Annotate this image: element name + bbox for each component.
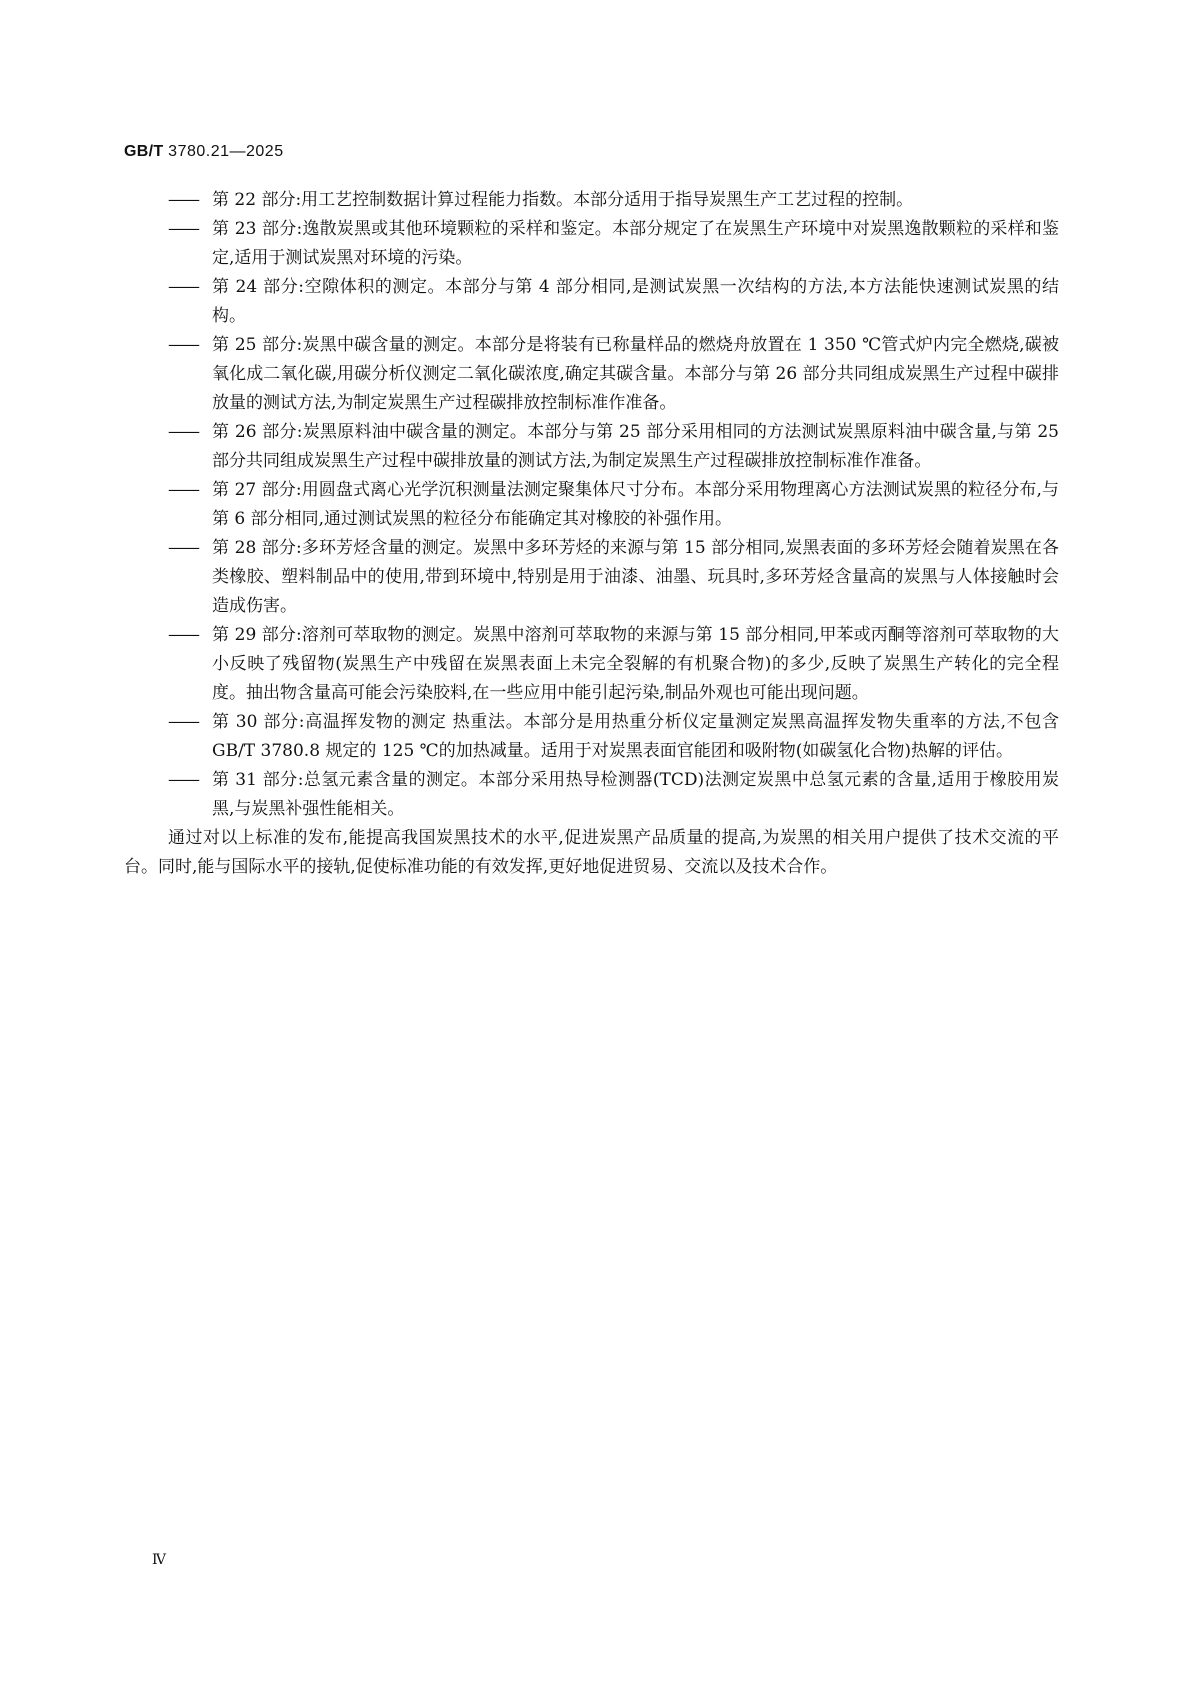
list-item-text: 第 26 部分:炭黑原料油中碳含量的测定。本部分与第 25 部分采用相同的方法测试炭黑原料油中碳含量,与第 25 部分共同组成炭黑生产过程中碳排放量的测试方法,为制定炭黑生产过程碳排放控制标准作准备。	[212, 422, 1059, 471]
list-dash: ——	[168, 422, 198, 442]
page-number: Ⅳ	[152, 1552, 166, 1568]
standard-code-header	[124, 143, 284, 161]
list-dash: ——	[168, 538, 198, 558]
list-item-text: 第 29 部分:溶剂可萃取物的测定。炭黑中溶剂可萃取物的来源与第 15 部分相同,甲苯或丙酮等溶剂可萃取物的大小反映了残留物(炭黑生产中残留在炭黑表面上未完全裂解的有机聚合物)的多少,反映了炭黑生产转化的完全程度。抽出物含量高可能会污染胶料,在一些应用中能引起污染,制品外观也可能出现问题。	[212, 625, 1059, 703]
list-item-text: 第 30 部分:高温挥发物的测定 热重法。本部分是用热重分析仪定量测定炭黑高温挥发物失重率的方法,不包含 GB/T 3780.8 规定的 125 ℃的加热减量。适用于对炭黑表面官能团和吸附物(如碳氢化合物)热解的评估。	[212, 712, 1059, 761]
list-item	[124, 534, 1059, 621]
list-item-text: 第 28 部分:多环芳烃含量的测定。炭黑中多环芳烃的来源与第 15 部分相同,炭黑表面的多环芳烃会随着炭黑在各类橡胶、塑料制品中的使用,带到环境中,特别是用于油漆、油墨、玩具时,多环芳烃含量高的炭黑与人体接触时会造成伤害。	[212, 538, 1059, 616]
list-item	[124, 476, 1059, 534]
closing-paragraph: 通过对以上标准的发布,能提高我国炭黑技术的水平,促进炭黑产品质量的提高,为炭黑的相关用户提供了技术交流的平台。同时,能与国际水平的接轨,促使标准功能的有效发挥,更好地促进贸易、交流以及技术合作。	[124, 828, 1059, 877]
list-dash: ——	[168, 712, 198, 732]
standard-number: 3780.21—2025	[168, 143, 284, 160]
list-dash: ——	[168, 770, 198, 790]
list-item-text: 第 24 部分:空隙体积的测定。本部分与第 4 部分相同,是测试炭黑一次结构的方法,本方法能快速测试炭黑的结构。	[212, 277, 1059, 326]
list-item	[124, 186, 1059, 215]
body-content	[124, 186, 1059, 882]
standard-prefix: GB/T	[124, 143, 164, 160]
list-item-text: 第 23 部分:逸散炭黑或其他环境颗粒的采样和鉴定。本部分规定了在炭黑生产环境中对炭黑逸散颗粒的采样和鉴定,适用于测试炭黑对环境的污染。	[212, 219, 1059, 268]
list-item	[124, 215, 1059, 273]
list-item	[124, 708, 1059, 766]
list-dash: ——	[168, 219, 198, 239]
list-dash: ——	[168, 480, 198, 500]
list-dash: ——	[168, 335, 198, 355]
list-item	[124, 621, 1059, 708]
list-dash: ——	[168, 625, 198, 645]
list-item-text: 第 25 部分:炭黑中碳含量的测定。本部分是将装有已称量样品的燃烧舟放置在 1 350 ℃管式炉内完全燃烧,碳被氧化成二氧化碳,用碳分析仪测定二氧化碳浓度,确定其碳含量。本部分与第 26 部分共同组成炭黑生产过程中碳排放量的测试方法,为制定炭黑生产过程碳排放控制标准作准备。	[212, 335, 1059, 413]
list-item	[124, 273, 1059, 331]
list-item	[124, 331, 1059, 418]
list-item-text: 第 31 部分:总氢元素含量的测定。本部分采用热导检测器(TCD)法测定炭黑中总氢元素的含量,适用于橡胶用炭黑,与炭黑补强性能相关。	[212, 770, 1059, 819]
list-item	[124, 766, 1059, 824]
list-item	[124, 418, 1059, 476]
list-dash: ——	[168, 190, 198, 210]
list-item-text: 第 27 部分:用圆盘式离心光学沉积测量法测定聚集体尺寸分布。本部分采用物理离心方法测试炭黑的粒径分布,与第 6 部分相同,通过测试炭黑的粒径分布能确定其对橡胶的补强作用。	[212, 480, 1059, 529]
list-dash: ——	[168, 277, 198, 297]
list-item-text: 第 22 部分:用工艺控制数据计算过程能力指数。本部分适用于指导炭黑生产工艺过程的控制。	[212, 190, 914, 210]
